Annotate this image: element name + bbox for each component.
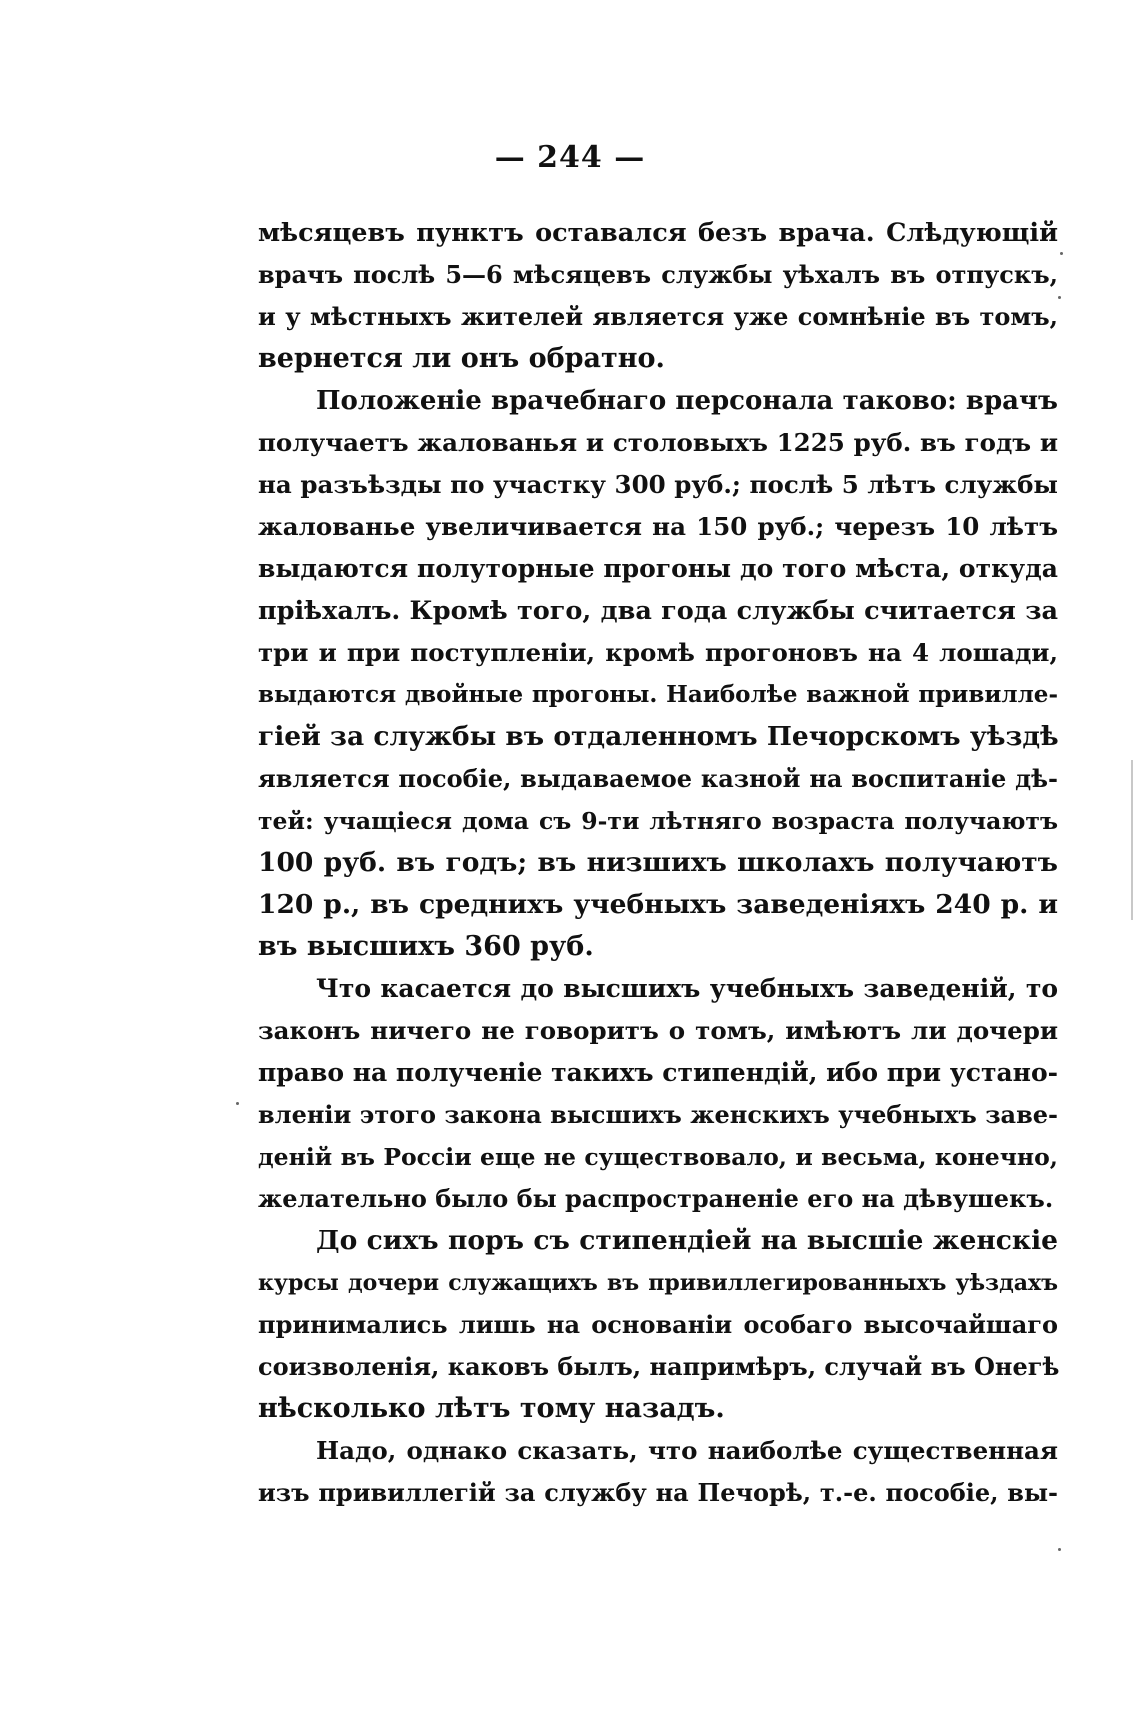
text-line: на разъѣзды по участку 300 руб.; послѣ 5 лѣтъ службы (258, 470, 1058, 499)
text-line: законъ ничего не говоритъ о томъ, имѣютъ ли дочери (258, 1016, 1058, 1045)
scan-speck (1058, 1548, 1061, 1551)
paragraph-5 (258, 1430, 1058, 1514)
paragraph-1 (258, 212, 1058, 380)
text-line: До сихъ поръ съ стипендіей на высшіе женскіе (316, 1225, 1058, 1256)
text-line: является пособіе, выдаваемое казной на воспитаніе дѣ- (258, 764, 1058, 793)
paragraph-3 (258, 968, 1058, 1220)
text-line: курсы дочери служащихъ въ привиллегированныхъ уѣздахъ (258, 1270, 1058, 1296)
text-line: и у мѣстныхъ жителей является уже сомнѣніе въ томъ, (258, 302, 1058, 331)
body-text (258, 212, 1058, 1514)
paragraph-4 (258, 1220, 1058, 1430)
scan-speck (236, 1102, 239, 1105)
text-line: пріѣхалъ. Кромѣ того, два года службы считается за (258, 596, 1058, 626)
scan-edge-mark (1131, 760, 1133, 920)
text-line: деній въ Россіи еще не существовало, и весьма, конечно, (258, 1143, 1058, 1171)
text-line: вленіи этого закона высшихъ женскихъ учебныхъ заве- (258, 1100, 1058, 1129)
text-line: выдаются полуторные прогоны до того мѣста, откуда (258, 554, 1058, 583)
text-line: тей: учащіеся дома съ 9-ти лѣтняго возраста получаютъ (258, 807, 1058, 835)
text-line: гіей за службы въ отдаленномъ Печорскомъ уѣздѣ (258, 721, 1059, 752)
text-line: нѣсколько лѣтъ тому назадъ. (258, 1393, 725, 1424)
text-line: Что касается до высшихъ учебныхъ заведеній, то (316, 974, 1058, 1003)
text-line: вернется ли онъ обратно. (258, 343, 665, 374)
text-line: выдаются двойные прогоны. Наиболѣе важной привилле- (258, 681, 1058, 708)
scan-speck (1058, 296, 1061, 299)
text-line: 100 руб. въ годъ; въ низшихъ школахъ получаютъ (258, 847, 1058, 878)
text-line: соизволенія, каковъ былъ, напримѣръ, случай въ Онегѣ (258, 1352, 1060, 1381)
text-line: жалованье увеличивается на 150 руб.; черезъ 10 лѣтъ (258, 512, 1058, 541)
text-line: получаетъ жалованья и столовыхъ 1225 руб. въ годъ и (258, 428, 1058, 457)
scan-speck (1060, 252, 1063, 255)
text-line: 120 р., въ среднихъ учебныхъ заведеніяхъ 240 р. и (258, 889, 1058, 920)
text-line: принимались лишь на основаніи особаго высочайшаго (258, 1310, 1058, 1339)
paragraph-2 (258, 380, 1058, 968)
text-line: желательно было бы распространеніе его на дѣвушекъ. (258, 1184, 1054, 1213)
text-line: три и при поступленіи, кромѣ прогоновъ на 4 лошади, (258, 638, 1058, 667)
text-line: Положеніе врачебнаго персонала таково: врачъ (316, 386, 1058, 416)
text-line: право на полученіе такихъ стипендій, ибо при устано- (258, 1058, 1058, 1087)
text-line: мѣсяцевъ пунктъ оставался безъ врача. Слѣдующій (258, 218, 1058, 248)
text-line: въ высшихъ 360 руб. (258, 931, 594, 962)
text-line: Надо, однако сказать, что наиболѣе существенная (316, 1436, 1058, 1465)
page-number: — 244 — (494, 140, 646, 175)
text-line: врачъ послѣ 5—6 мѣсяцевъ службы уѣхалъ въ отпускъ, (258, 260, 1058, 289)
text-line: изъ привиллегій за службу на Печорѣ, т.-е. пособіе, вы- (258, 1478, 1058, 1507)
